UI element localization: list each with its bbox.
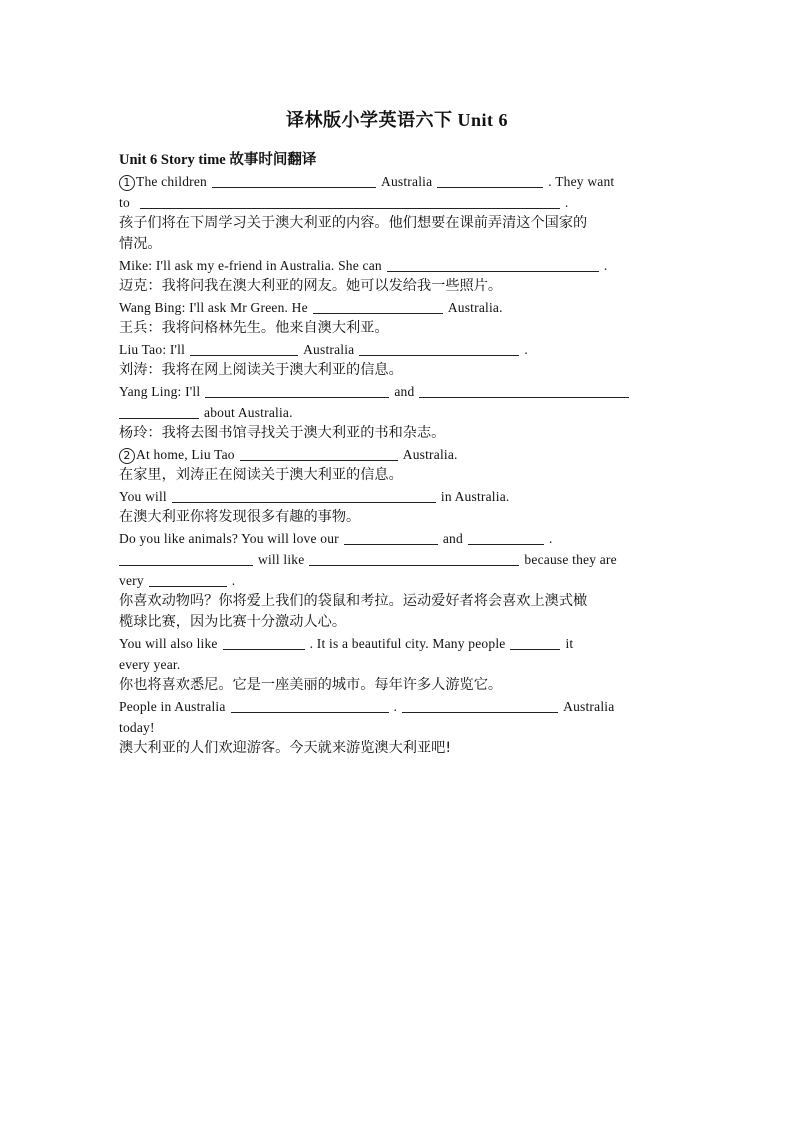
sentence-line: You will also like . It is a beautiful city. Many people it (119, 636, 574, 651)
answer-blank[interactable] (205, 383, 389, 398)
answer-blank[interactable] (510, 635, 560, 650)
sentence-line: You will in Australia. (119, 489, 510, 504)
translation-content (119, 150, 674, 759)
chinese-translation: 榄球比赛，因为比赛十分激动人心。 (119, 614, 347, 630)
chinese-translation: 刘涛：我将在网上阅读关于澳大利亚的信息。 (119, 362, 403, 378)
sentence-line: People in Australia . Australia (119, 699, 615, 714)
answer-blank[interactable] (359, 341, 519, 356)
answer-blank[interactable] (212, 173, 376, 188)
answer-blank[interactable] (119, 404, 199, 419)
answer-blank[interactable] (387, 257, 599, 272)
sentence-line: today! (119, 720, 155, 735)
chinese-translation: 你也将喜欢悉尼。它是一座美丽的城市。每年许多人游览它。 (119, 677, 503, 693)
circled-number-marker: 2 (119, 448, 135, 464)
answer-blank[interactable] (149, 572, 227, 587)
chinese-translation: 情况。 (119, 236, 162, 252)
answer-blank[interactable] (468, 530, 544, 545)
sentence-line: Do you like animals? You will love our and . (119, 531, 553, 546)
sentence-line: will like because they are (119, 549, 674, 570)
section-heading: Unit 6 Story time 故事时间翻译 (119, 152, 317, 168)
answer-blank[interactable] (344, 530, 438, 545)
sentence-line: 1 The children Australia . They want (119, 171, 674, 192)
answer-blank[interactable] (190, 341, 298, 356)
answer-blank[interactable] (402, 698, 558, 713)
chinese-translation: 孩子们将在下周学习关于澳大利亚的内容。他们想要在课前弄清这个国家的 (119, 215, 588, 231)
sentence-line: Mike: I'll ask my e-friend in Australia. She can . (119, 258, 608, 273)
answer-blank[interactable] (437, 173, 543, 188)
chinese-translation: 在澳大利亚你将发现很多有趣的事物。 (119, 509, 361, 525)
answer-blank[interactable] (223, 635, 305, 650)
answer-blank[interactable] (172, 488, 436, 503)
answer-blank[interactable] (231, 698, 389, 713)
answer-blank[interactable] (313, 299, 443, 314)
sentence-line: Yang Ling: I'll and (119, 381, 674, 402)
sentence-line: very . (119, 573, 236, 588)
sentence-line: to . (119, 195, 569, 210)
chinese-translation: 迈克：我将问我在澳大利亚的网友。她可以发给我一些照片。 (119, 278, 503, 294)
chinese-translation: 王兵：我将问格林先生。他来自澳大利亚。 (119, 320, 389, 336)
chinese-translation: 你喜欢动物吗？你将爱上我们的袋鼠和考拉。运动爱好者将会喜欢上澳式橄 (119, 593, 588, 609)
answer-blank[interactable] (240, 446, 398, 461)
page-title: 译林版小学英语六下 Unit 6 (285, 110, 508, 130)
answer-blank[interactable] (119, 551, 253, 566)
sentence-line: Liu Tao: I'll Australia . (119, 342, 528, 357)
sentence-line: 2 At home, Liu Tao Australia. (119, 444, 674, 465)
answer-blank[interactable] (419, 383, 629, 398)
chinese-translation: 在家里，刘涛正在阅读关于澳大利亚的信息。 (119, 467, 403, 483)
sentence-line: about Australia. (119, 402, 674, 423)
answer-blank[interactable] (309, 551, 519, 566)
circled-number-marker: 1 (119, 175, 135, 191)
sentence-line: every year. (119, 657, 181, 672)
chinese-translation: 澳大利亚的人们欢迎游客。今天就来游览澳大利亚吧! (119, 740, 452, 756)
chinese-translation: 杨玲：我将去图书馆寻找关于澳大利亚的书和杂志。 (119, 425, 446, 441)
answer-blank[interactable] (140, 194, 560, 209)
sentence-line: Wang Bing: I'll ask Mr Green. He Australia. (119, 300, 503, 315)
